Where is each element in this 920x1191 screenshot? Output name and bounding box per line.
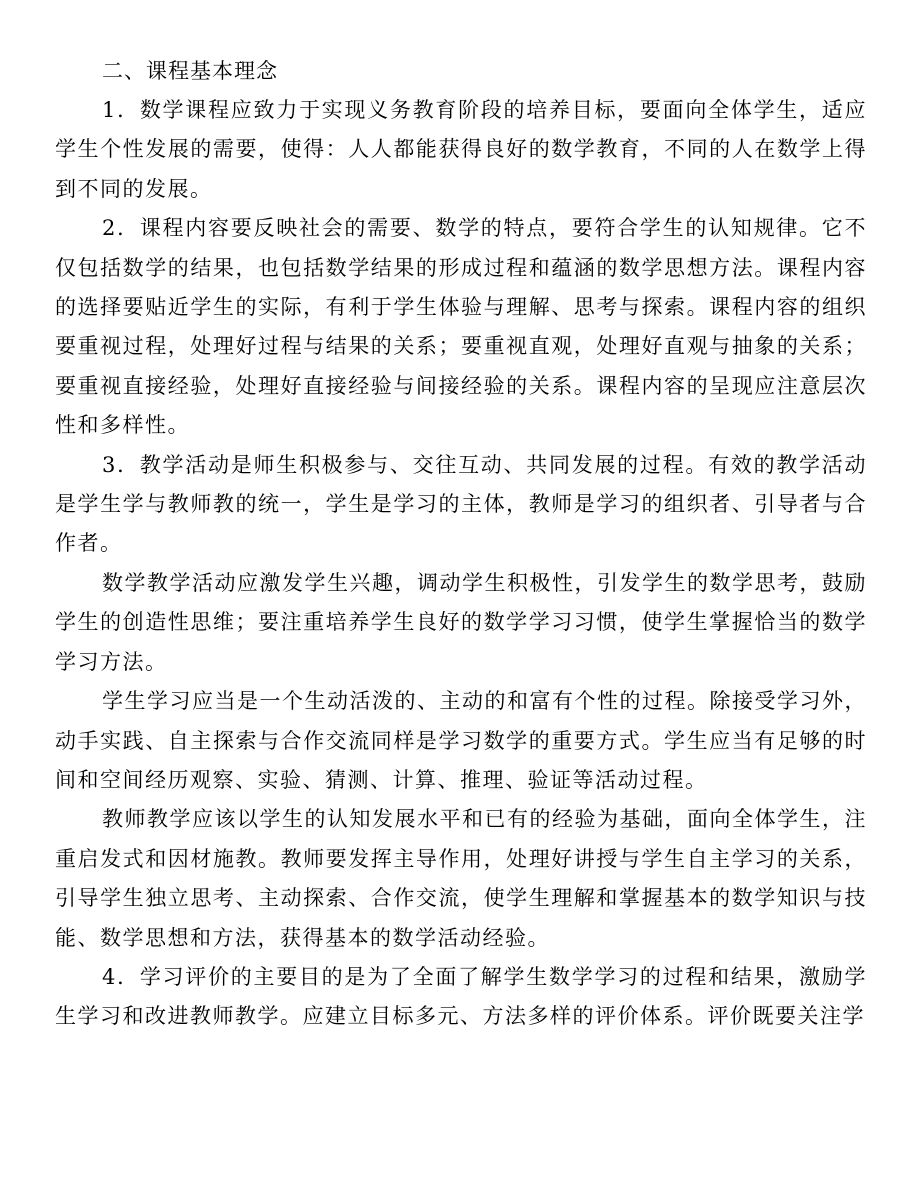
paragraph-3: 3．教学活动是师生积极参与、交往互动、共同发展的过程。有效的教学活动是学生学与教师教的统一，学生是学习的主体，教师是学习的组织者、引导者与合作者。 [55,452,867,556]
paragraph-4: 数学教学活动应激发学生兴趣，调动学生积极性，引发学生的数学思考，鼓励学生的创造性思维；要注重培养学生良好的数学学习习惯，使学生掌握恰当的数学学习方法。 [55,570,867,674]
section-heading: 二、课程基本理念 [102,59,278,83]
paragraph-7: 4．学习评价的主要目的是为了全面了解学生数学学习的过程和结果，激励学生学习和改进教师教学。应建立目标多元、方法多样的评价体系。评价既要关注学 [55,964,867,1029]
paragraph-5: 学生学习应当是一个生动活泼的、主动的和富有个性的过程。除接受学习外，动手实践、自主探索与合作交流同样是学习数学的重要方式。学生应当有足够的时间和空间经历观察、实验、猜测、计算、推理、验证等活动过程。 [55,689,867,792]
document-page [55,52,867,1037]
paragraph-6: 教师教学应该以学生的认知发展水平和已有的经验为基础，面向全体学生，注重启发式和因材施教。教师要发挥主导作用，处理好讲授与学生自主学习的关系，引导学生独立思考、主动探索、合作交流，使学生理解和掌握基本的数学知识与技能、数学思想和方法，获得基本的数学活动经验。 [55,807,867,950]
paragraph-2: 2．课程内容要反映社会的需要、数学的特点，要符合学生的认知规律。它不仅包括数学的结果，也包括数学结果的形成过程和蕴涵的数学思想方法。课程内容的选择要贴近学生的实际，有利于学生体验与理解、思考与探索。课程内容的组织要重视过程，处理好过程与结果的关系；要重视直观，处理好直观与抽象的关系；要重视直接经验，处理好直接经验与间接经验的关系。课程内容的呈现应注意层次性和多样性。 [55,216,867,438]
paragraph-1: 1．数学课程应致力于实现义务教育阶段的培养目标，要面向全体学生，适应学生个性发展的需要，使得：人人都能获得良好的数学教育，不同的人在数学上得到不同的发展。 [55,98,867,201]
